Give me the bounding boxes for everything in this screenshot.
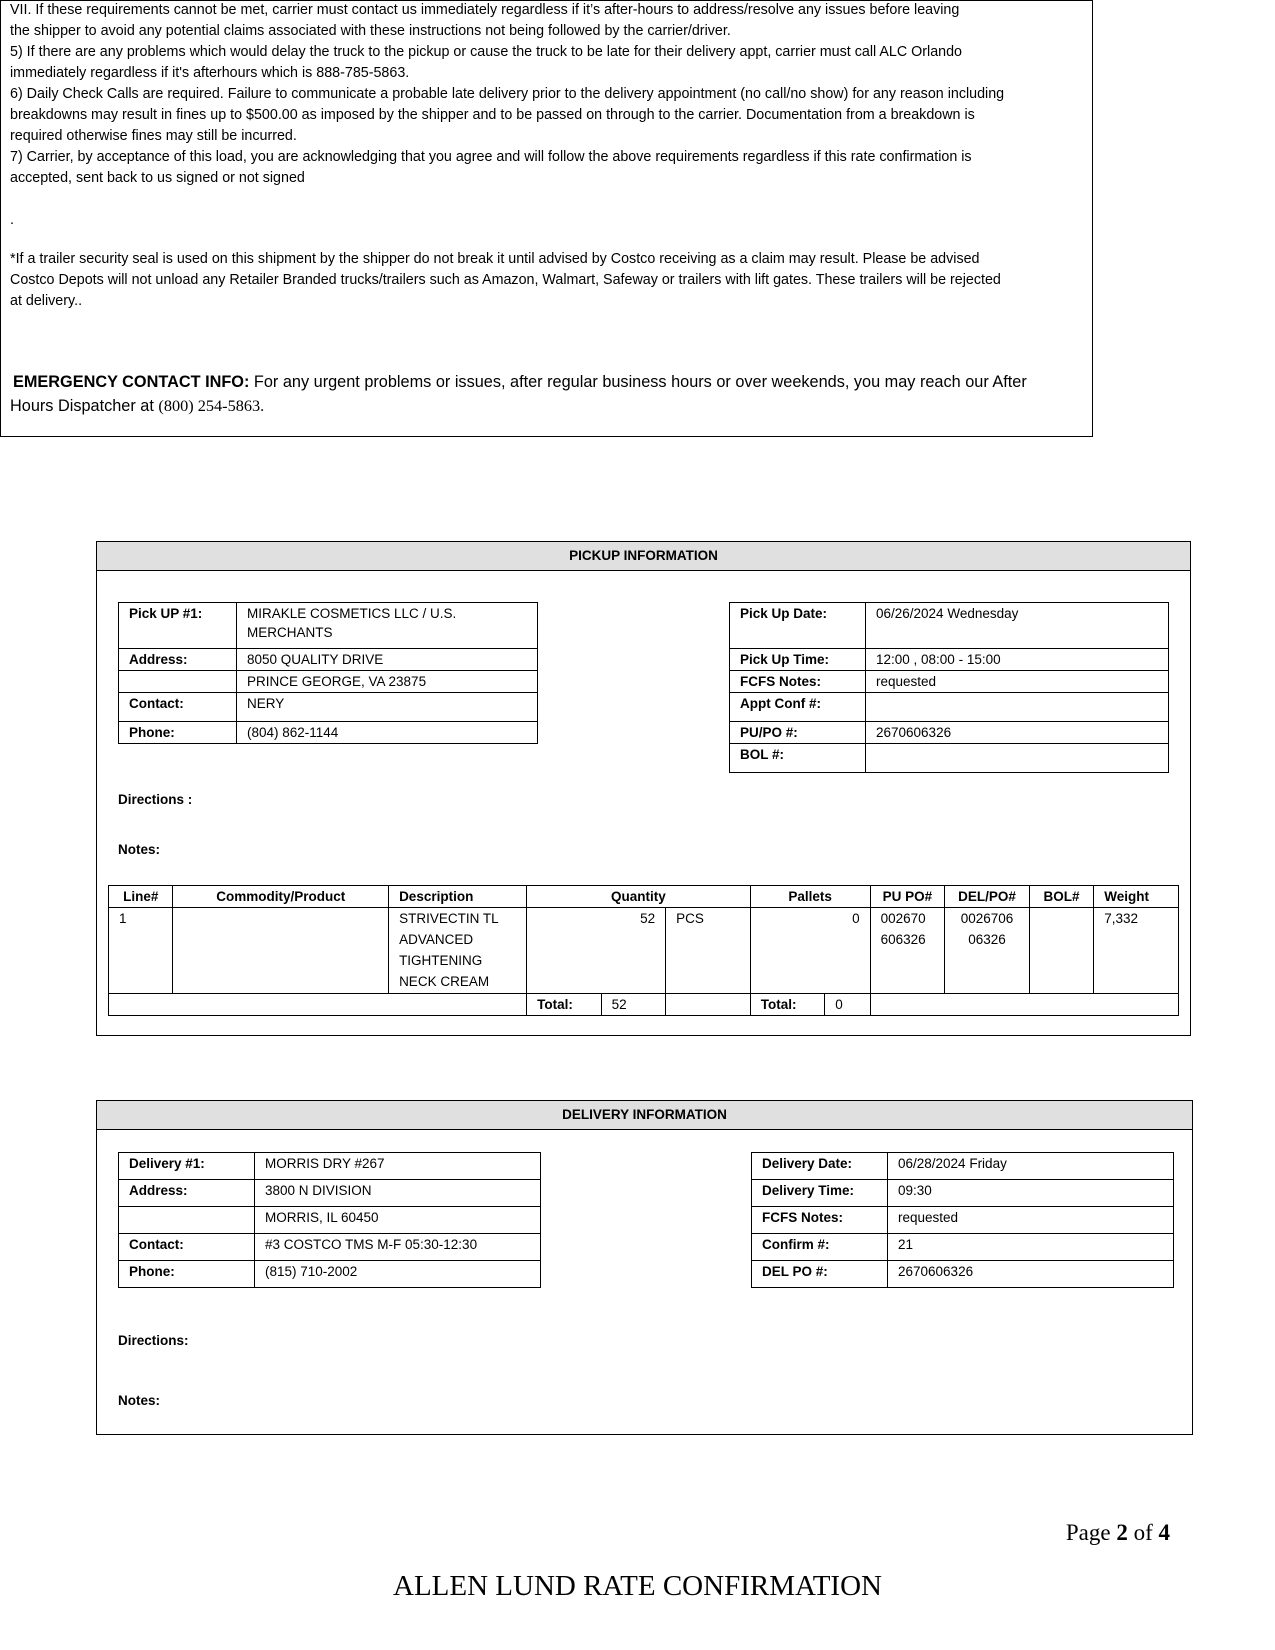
description-line: ADVANCED (399, 932, 474, 947)
page-total: 4 (1158, 1520, 1170, 1545)
delivery-time-label: Delivery Time: (752, 1180, 888, 1207)
terms-line: accepted, sent back to us signed or not signed (10, 170, 305, 186)
del-po-line: 06326 (968, 932, 1006, 947)
terms-line: required otherwise fines may still be incurred. (10, 128, 297, 144)
emergency-phone: (800) 254-5863. (158, 396, 265, 415)
emergency-label: EMERGENCY CONTACT INFO: (13, 373, 250, 391)
pu-po-line: 002670 (880, 911, 926, 926)
col-header-bol: BOL# (1029, 886, 1093, 908)
description-line: NECK CREAM (399, 974, 490, 989)
qty-total: 52 (601, 994, 665, 1016)
pickup-right-table (729, 602, 1169, 773)
page-prefix: Page (1065, 1520, 1111, 1545)
pickup-bol-label: BOL #: (730, 744, 866, 773)
emergency-text: For any urgent problems or issues, after regular business hours or over weekends, you may reach our After (253, 373, 1027, 391)
pickup-date: 06/26/2024 Wednesday (866, 603, 1169, 649)
pickup-section (96, 541, 1191, 1036)
qty-total-label: Total: (527, 994, 602, 1016)
cell-unit: PCS (666, 908, 751, 994)
pickup-contact-label: Contact: (119, 693, 237, 722)
delivery-po: 2670606326 (888, 1261, 1174, 1288)
pickup-phone: (804) 862-1144 (237, 722, 538, 744)
emergency-line-1 (13, 370, 1027, 394)
document-title: ALLEN LUND RATE CONFIRMATION (393, 1570, 882, 1602)
pickup-fcfs-label: FCFS Notes: (730, 671, 866, 693)
terms-line: 5) If there are any problems which would delay the truck to the pickup or cause the truck to be late for their delivery appt, carrier must call ALC Orlando (10, 44, 962, 60)
cell-qty: 52 (527, 908, 666, 994)
delivery-phone: (815) 710-2002 (255, 1261, 541, 1288)
pickup-left-table (118, 602, 538, 744)
col-header-pallets: Pallets (750, 886, 870, 908)
page-of: of (1133, 1520, 1153, 1545)
delivery-fcfs-label: FCFS Notes: (752, 1207, 888, 1234)
description-line: STRIVECTIN TL (399, 911, 499, 926)
terms-line: breakdowns may result in fines up to $500.00 as imposed by the shipper and to be passed on through to the carrier. Documentation from a breakdown is (10, 107, 975, 123)
delivery-right-table (751, 1152, 1174, 1288)
pickup-time-label: Pick Up Time: (730, 649, 866, 671)
terms-box (0, 0, 1093, 437)
emergency-line-2 (10, 394, 264, 418)
cell-del-po (945, 908, 1030, 994)
terms-line: the shipper to avoid any potential claims associated with these instructions not being followed by the carrier/driver. (10, 23, 731, 39)
pickup-time: 12:00 , 08:00 - 15:00 (866, 649, 1169, 671)
commodity-table (108, 885, 1179, 1016)
terms-line: 6) Daily Check Calls are required. Failure to communicate a probable late delivery prior to the delivery appointment (no call/no show) for any reason including (10, 86, 1005, 102)
cell-line: 1 (109, 908, 173, 994)
pickup-po: 2670606326 (866, 722, 1169, 744)
cell-weight: 7,332 (1094, 908, 1179, 994)
col-header-quantity: Quantity (527, 886, 751, 908)
delivery-address-label: Address: (119, 1180, 255, 1207)
delivery-left-table (118, 1152, 541, 1288)
pickup-po-label: PU/PO #: (730, 722, 866, 744)
col-header-commodity: Commodity/Product (173, 886, 389, 908)
col-header-line: Line# (109, 886, 173, 908)
description-line: TIGHTENING (399, 953, 483, 968)
pickup-fcfs: requested (866, 671, 1169, 693)
delivery-phone-label: Phone: (119, 1261, 255, 1288)
delivery-date: 06/28/2024 Friday (888, 1153, 1174, 1180)
terms-line: 7) Carrier, by acceptance of this load, you are acknowledging that you agree and will follow the above requirements regardless if this rate confirmation is (10, 149, 972, 165)
cell-pu-po (870, 908, 945, 994)
cell-pallets: 0 (750, 908, 870, 994)
delivery-notes-label: Notes: (118, 1393, 161, 1408)
pickup-name-line: MIRAKLE COSMETICS LLC / U.S. (247, 606, 457, 621)
delivery-directions-label: Directions: (118, 1333, 189, 1348)
col-header-del-po: DEL/PO# (945, 886, 1030, 908)
pickup-directions-label: Directions : (118, 792, 193, 807)
delivery-time: 09:30 (888, 1180, 1174, 1207)
terms-line: immediately regardless if it's afterhours which is 888-785-5863. (10, 65, 410, 81)
page-number (1066, 1520, 1170, 1546)
cell-bol (1029, 908, 1093, 994)
pallets-total-label: Total: (750, 994, 825, 1016)
seal-note-line: *If a trailer security seal is used on this shipment by the shipper do not break it until advised by Costco receiving as a claim may result. Please be advised (10, 251, 980, 267)
seal-note-line: at delivery.. (10, 293, 83, 309)
cell-description (389, 908, 527, 994)
terms-dot: . (10, 212, 14, 228)
terms-line: VII. If these requirements cannot be met, carrier must contact us immediately regardless if it’s after-hours to address/resolve any issues before leaving (10, 2, 960, 18)
table-row (109, 908, 1179, 994)
page-current: 2 (1116, 1520, 1128, 1545)
delivery-label: Delivery #1: (119, 1153, 255, 1180)
pickup-contact: NERY (237, 693, 538, 722)
delivery-contact-label: Contact: (119, 1234, 255, 1261)
delivery-address-1: 3800 N DIVISION (255, 1180, 541, 1207)
pickup-address-2: PRINCE GEORGE, VA 23875 (237, 671, 538, 693)
del-po-line: 0026706 (960, 911, 1014, 926)
pickup-appt-label: Appt Conf #: (730, 693, 866, 722)
delivery-section-header: DELIVERY INFORMATION (97, 1101, 1192, 1130)
delivery-section (96, 1100, 1193, 1435)
pickup-address-1: 8050 QUALITY DRIVE (237, 649, 538, 671)
pallets-total: 0 (825, 994, 870, 1016)
pickup-section-header: PICKUP INFORMATION (97, 542, 1190, 571)
pickup-name-line: MERCHANTS (247, 625, 333, 640)
cell-commodity (173, 908, 389, 994)
col-header-pu-po: PU PO# (870, 886, 945, 908)
pickup-name (237, 603, 538, 649)
col-header-description: Description (389, 886, 527, 908)
pickup-bol (866, 744, 1169, 773)
pickup-notes-label: Notes: (118, 842, 161, 857)
pickup-label: Pick UP #1: (119, 603, 237, 649)
commodity-header-row (109, 886, 1179, 908)
pickup-date-label: Pick Up Date: (730, 603, 866, 649)
delivery-contact: #3 COSTCO TMS M-F 05:30-12:30 (255, 1234, 541, 1261)
seal-note-line: Costco Depots will not unload any Retailer Branded trucks/trailers such as Amazon, Walmart, Safeway or trailers with lift gates. These trailers will be rejected (10, 272, 1001, 288)
delivery-confirm: 21 (888, 1234, 1174, 1261)
totals-row (109, 994, 1179, 1016)
pickup-address-label: Address: (119, 649, 237, 671)
delivery-address-2: MORRIS, IL 60450 (255, 1207, 541, 1234)
pickup-phone-label: Phone: (119, 722, 237, 744)
delivery-fcfs: requested (888, 1207, 1174, 1234)
col-header-weight: Weight (1094, 886, 1179, 908)
delivery-po-label: DEL PO #: (752, 1261, 888, 1288)
pickup-appt (866, 693, 1169, 722)
delivery-date-label: Delivery Date: (752, 1153, 888, 1180)
pu-po-line: 606326 (880, 932, 926, 947)
delivery-name: MORRIS DRY #267 (255, 1153, 541, 1180)
emergency-text-2: Hours Dispatcher at (10, 397, 154, 415)
delivery-confirm-label: Confirm #: (752, 1234, 888, 1261)
